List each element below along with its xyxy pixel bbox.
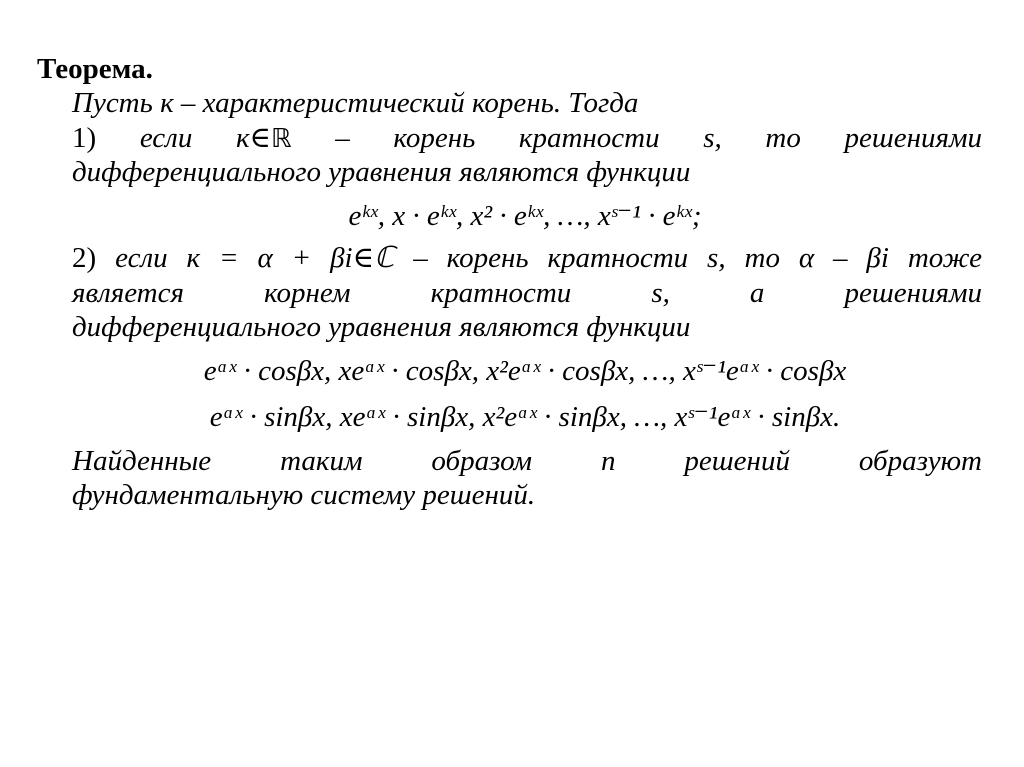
conclusion-line1: Найденные таким образом n решений образуют [72,445,982,477]
case1-marker: 1) [72,122,97,154]
case2-line2: является корнем кратности s, а решениями [72,277,982,309]
case1-text-a: если к [139,122,250,154]
theorem-title: Теорема. [37,53,153,85]
formula-sin-solutions [60,400,990,434]
formula-cos-solutions-text: eᵅˣ · cosβx, xeᵅˣ · cosβx, x²eᵅˣ · cosβx, …, xˢ⁻¹eᵅˣ · cosβx [203,355,847,387]
case1-line2: дифференциального уравнения являются функции [72,156,691,188]
case2-line3: дифференциального уравнения являются функции [72,311,691,343]
real-numbers-symbol: ℝ [271,124,292,154]
formula-sin-solutions-text: eᵅˣ · sinβx, xeᵅˣ · sinβx, x²eᵅˣ · sinβx, …, xˢ⁻¹eᵅˣ · sinβx. [209,401,841,433]
case1-line1 [72,121,982,156]
formula-cos-solutions [60,354,990,388]
element-of-symbol: ∈ [249,122,271,154]
conclusion-line2: фундаментальную систему решений. [72,479,536,511]
case2-line1 [72,241,982,275]
formula-real-roots [60,199,990,233]
case2-marker: 2) [72,242,97,274]
formula-real-roots-text: eᵏˣ, x · eᵏˣ, x² · eᵏˣ, …, xˢ⁻¹ · eᵏˣ; [348,200,702,232]
case2-text-a: если к = α + βi∈ℂ – корень кратности s, то α – βi тоже [115,242,983,274]
intro-line: Пусть к – характеристический корень. Тогда [72,87,639,119]
case1-text-b: – корень кратности s, то решениями [335,122,983,154]
